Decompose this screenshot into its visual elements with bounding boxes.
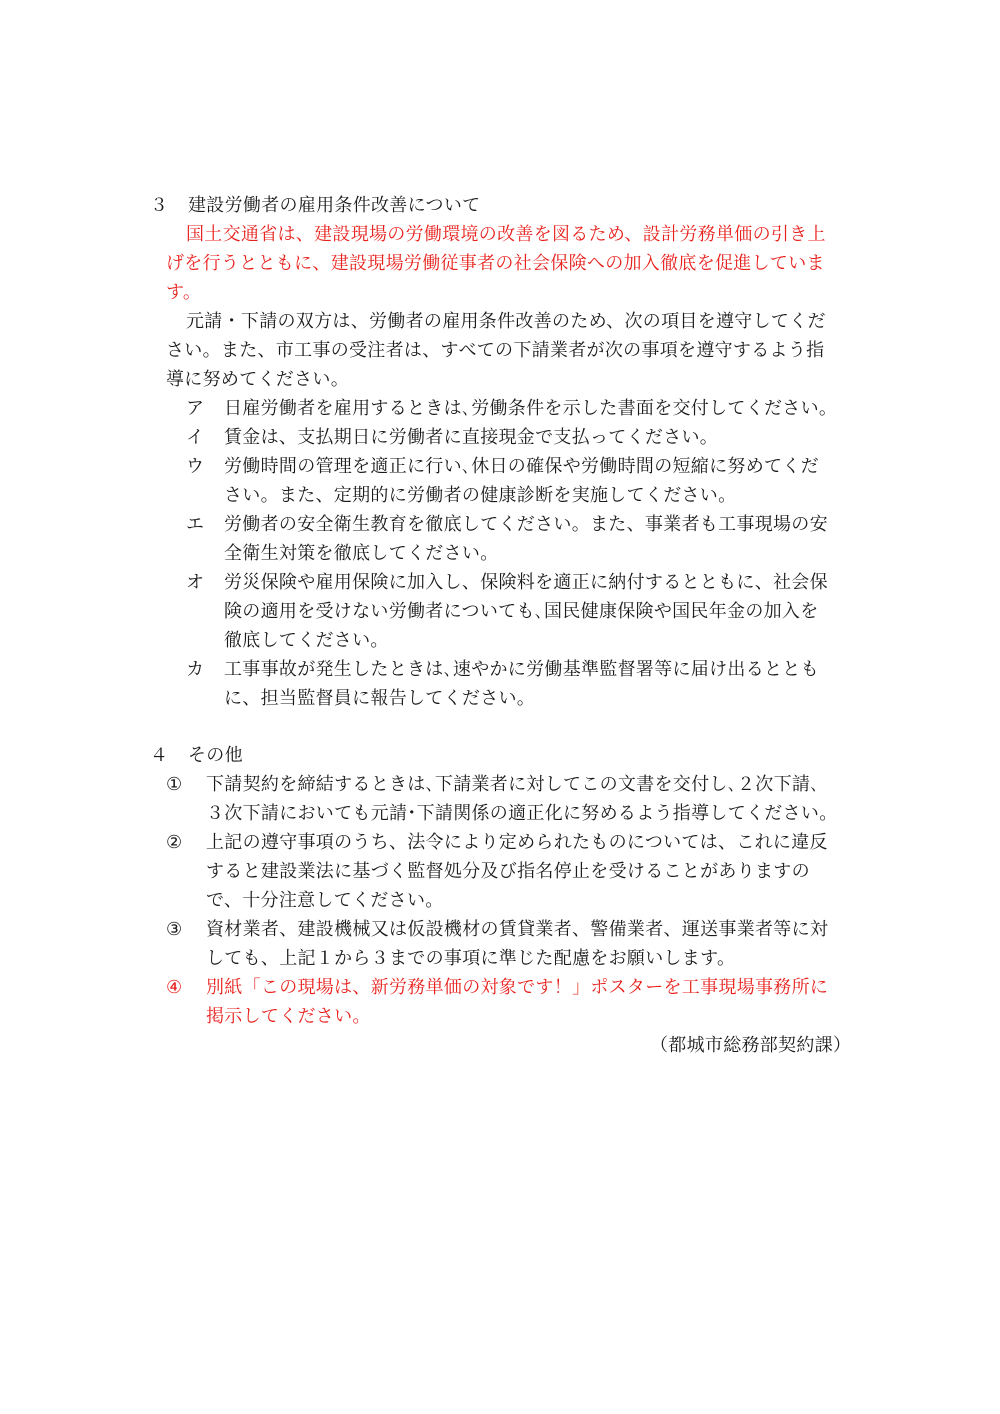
list-item-e xyxy=(186,513,828,537)
intro-line-3: 導に努めてください。 xyxy=(166,369,349,390)
item-marker: ウ xyxy=(186,456,205,477)
item-text-continuation: 全衛生対策を徹底してください。 xyxy=(224,543,499,564)
notice-line-2: げを行うとともに、建設現場労働従事者の社会保険への加入徹底を促進していま xyxy=(166,253,825,274)
item-text: 労災保険や雇用保険に加入し、保険料を適正に納付するとともに、社会保 xyxy=(224,572,828,593)
list-item-ka xyxy=(186,658,819,682)
list-item-o xyxy=(186,571,828,595)
notice-line-3: す。 xyxy=(166,282,202,303)
section-4-heading xyxy=(150,744,243,768)
item-text: 下請契約を締結するときは､下請業者に対してこの文書を交付し､２次下請､ xyxy=(206,774,820,795)
item-text-continuation: すると建設業法に基づく監督処分及び指名停止を受けることがありますの xyxy=(206,861,810,882)
list-item-i xyxy=(186,426,718,450)
item-text-continuation: 険の適用を受けない労働者についても､国民健康保険や国民年金の加入を xyxy=(224,601,819,622)
item-marker: ① xyxy=(166,774,183,795)
section-3-title: 建設労働者の雇用条件改善について xyxy=(188,195,481,216)
item-text-continuation: で、十分注意してください。 xyxy=(206,890,444,911)
item-text-continuation: さい。また、定期的に労働者の健康診断を実施してください。 xyxy=(224,485,737,506)
list-item-3 xyxy=(166,918,828,942)
item-text-continuation: ３次下請においても元請･下請関係の適正化に努めるよう指導してください｡ xyxy=(206,803,829,824)
item-marker: オ xyxy=(186,572,205,593)
list-item-4 xyxy=(166,976,828,1000)
item-text: 賃金は、支払期日に労働者に直接現金で支払ってください。 xyxy=(224,427,719,448)
item-text: 工事事故が発生したときは､速やかに労働基準監督署等に届け出るととも xyxy=(224,659,819,680)
list-item-1 xyxy=(166,773,820,797)
section-4-number: ４ xyxy=(150,745,169,766)
item-text: 上記の遵守事項のうち、法令により定められたものについては、これに違反 xyxy=(206,832,828,853)
item-text-continuation: 掲示してください。 xyxy=(206,1006,371,1027)
item-text-continuation: 徹底してください。 xyxy=(224,630,389,651)
section-4-title: その他 xyxy=(188,745,243,766)
item-text-continuation: しても、上記１から３までの事項に準じた配慮をお願いします。 xyxy=(206,948,736,969)
section-3-number: ３ xyxy=(150,195,169,216)
item-text: 別紙「この現場は、新労務単価の対象です！」ポスターを工事現場事務所に xyxy=(206,977,829,998)
item-text: 日雇労働者を雇用するときは､労働条件を示した書面を交付してください｡ xyxy=(224,398,829,419)
item-text: 労働者の安全衛生教育を徹底してください。また、事業者も工事現場の安 xyxy=(224,514,828,535)
item-marker: カ xyxy=(186,659,205,680)
item-text: 資材業者、建設機械又は仮設機材の賃貸業者、警備業者、運送事業者等に対 xyxy=(206,919,829,940)
list-item-2 xyxy=(166,831,828,855)
list-item-a xyxy=(186,397,828,421)
issuer-department: （都城市総務部契約課） xyxy=(650,1035,852,1056)
item-marker: ア xyxy=(186,398,205,419)
intro-line-1: 元請・下請の双方は、労働者の雇用条件改善のため、次の項目を遵守してくだ xyxy=(186,311,826,332)
item-text: 労働時間の管理を適正に行い､休日の確保や労働時間の短縮に努めてくだ xyxy=(224,456,819,477)
section-3-heading xyxy=(150,194,480,218)
notice-line-1: 国土交通省は、建設現場の労働環境の改善を図るため、設計労務単価の引き上 xyxy=(186,224,826,245)
item-marker: ④ xyxy=(166,977,183,998)
item-marker: ③ xyxy=(166,919,183,940)
item-marker: エ xyxy=(186,514,205,535)
item-marker: ② xyxy=(166,832,183,853)
item-marker: イ xyxy=(186,427,205,448)
intro-line-2: さい。また、市工事の受注者は、すべての下請業者が次の事項を遵守するよう指 xyxy=(166,340,825,361)
item-text-continuation: に、担当監督員に報告してください。 xyxy=(224,688,536,709)
list-item-u xyxy=(186,455,819,479)
